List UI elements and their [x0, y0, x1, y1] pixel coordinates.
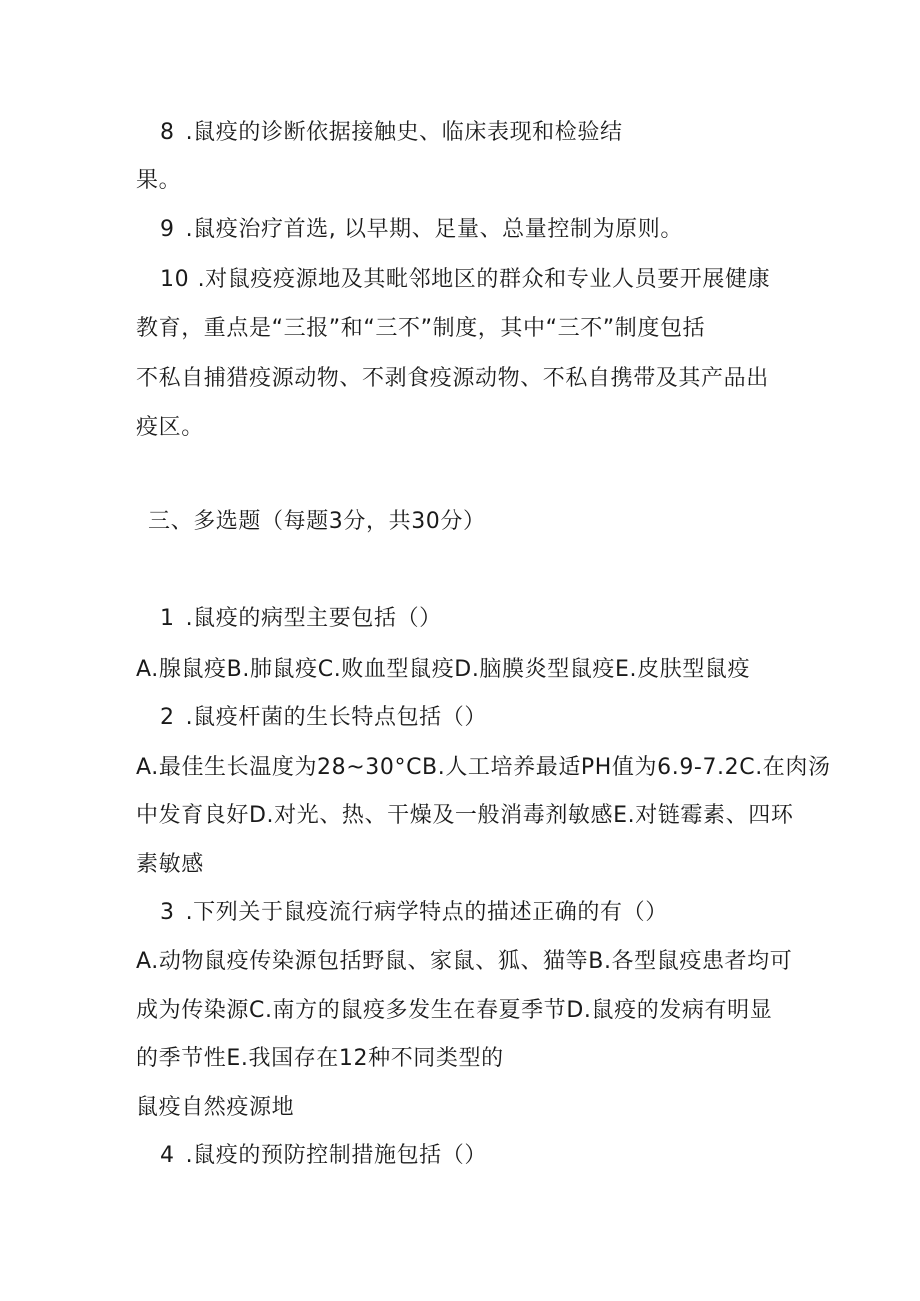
mc-question-1-stem — [160, 604, 442, 634]
mc-question-1-options — [136, 655, 750, 685]
question-text: 教育，重点是“三报”和“三不”制度，其中“三不”制度包括 — [136, 316, 706, 341]
mc-question-3-options-line-1 — [136, 947, 792, 977]
question-text: .鼠疫治疗首选, 以早期、足量、总量控制为原则。 — [178, 217, 683, 242]
question-options: 素敏感 — [136, 852, 204, 877]
question-8-line-1 — [160, 118, 623, 148]
question-number: 9 — [160, 217, 175, 242]
mc-question-2-options-line-1 — [136, 753, 831, 783]
question-stem: .鼠疫的病型主要包括（） — [178, 606, 442, 631]
question-text: .鼠疫的诊断依据接触史、临床表现和检验结 — [178, 120, 623, 145]
question-stem: .下列关于鼠疫流行病学特点的描述正确的有（） — [178, 900, 668, 925]
mc-question-2-options-line-2 — [136, 801, 793, 831]
question-options: A.动物鼠疫传染源包括野鼠、家鼠、狐、猫等B.各型鼠疫患者均可 — [136, 949, 793, 974]
question-stem: .鼠疫杆菌的生长特点包括（） — [178, 705, 487, 730]
question-number: 10 — [160, 267, 190, 292]
question-text: .对鼠疫疫源地及其毗邻地区的群众和专业人员要开展健康 — [190, 267, 771, 292]
question-text: 果。 — [136, 168, 182, 193]
mc-question-3-options-line-3 — [136, 1044, 504, 1074]
question-number: 2 — [160, 705, 175, 730]
mc-question-3-options-line-2 — [136, 996, 772, 1026]
question-number: 3 — [160, 900, 175, 925]
question-10-line-4 — [136, 413, 204, 443]
mc-question-3-options-line-4 — [136, 1093, 294, 1123]
question-number: 1 — [160, 606, 175, 631]
question-options: 中发育良好D.对光、热、干燥及一般消毒剂敏感E.对链霉素、四环 — [136, 803, 794, 828]
question-options: 的季节性E.我国存在12种不同类型的 — [136, 1046, 504, 1071]
question-9 — [160, 215, 683, 245]
question-options: A.最佳生长温度为28~30°CB.人工培养最适PH值为6.9-7.2C.在肉汤 — [136, 755, 831, 780]
question-text: 疫区。 — [136, 415, 204, 440]
question-number: 4 — [160, 1143, 175, 1168]
mc-question-2-stem — [160, 703, 487, 733]
question-10-line-2 — [136, 314, 705, 344]
question-8-line-2 — [136, 166, 181, 196]
section-3-heading — [148, 507, 486, 537]
mc-question-3-stem — [160, 898, 668, 928]
mc-question-2-options-line-3 — [136, 850, 204, 880]
question-options: A.腺鼠疫B.肺鼠疫C.败血型鼠疫D.脑膜炎型鼠疫E.皮肤型鼠疫 — [136, 657, 751, 682]
question-stem: .鼠疫的预防控制措施包括（） — [178, 1143, 487, 1168]
question-text: 不私自捕猎疫源动物、不剥食疫源动物、不私自携带及其产品出 — [136, 366, 769, 391]
section-title: 三、多选题（每题3分，共30分） — [148, 509, 486, 534]
mc-question-4-stem — [160, 1141, 487, 1171]
question-options: 鼠疫自然疫源地 — [136, 1095, 295, 1120]
question-10-line-1 — [160, 265, 770, 295]
question-options: 成为传染源C.南方的鼠疫多发生在春夏季节D.鼠疫的发病有明显 — [136, 998, 773, 1023]
question-10-line-3 — [136, 364, 769, 394]
question-number: 8 — [160, 120, 175, 145]
